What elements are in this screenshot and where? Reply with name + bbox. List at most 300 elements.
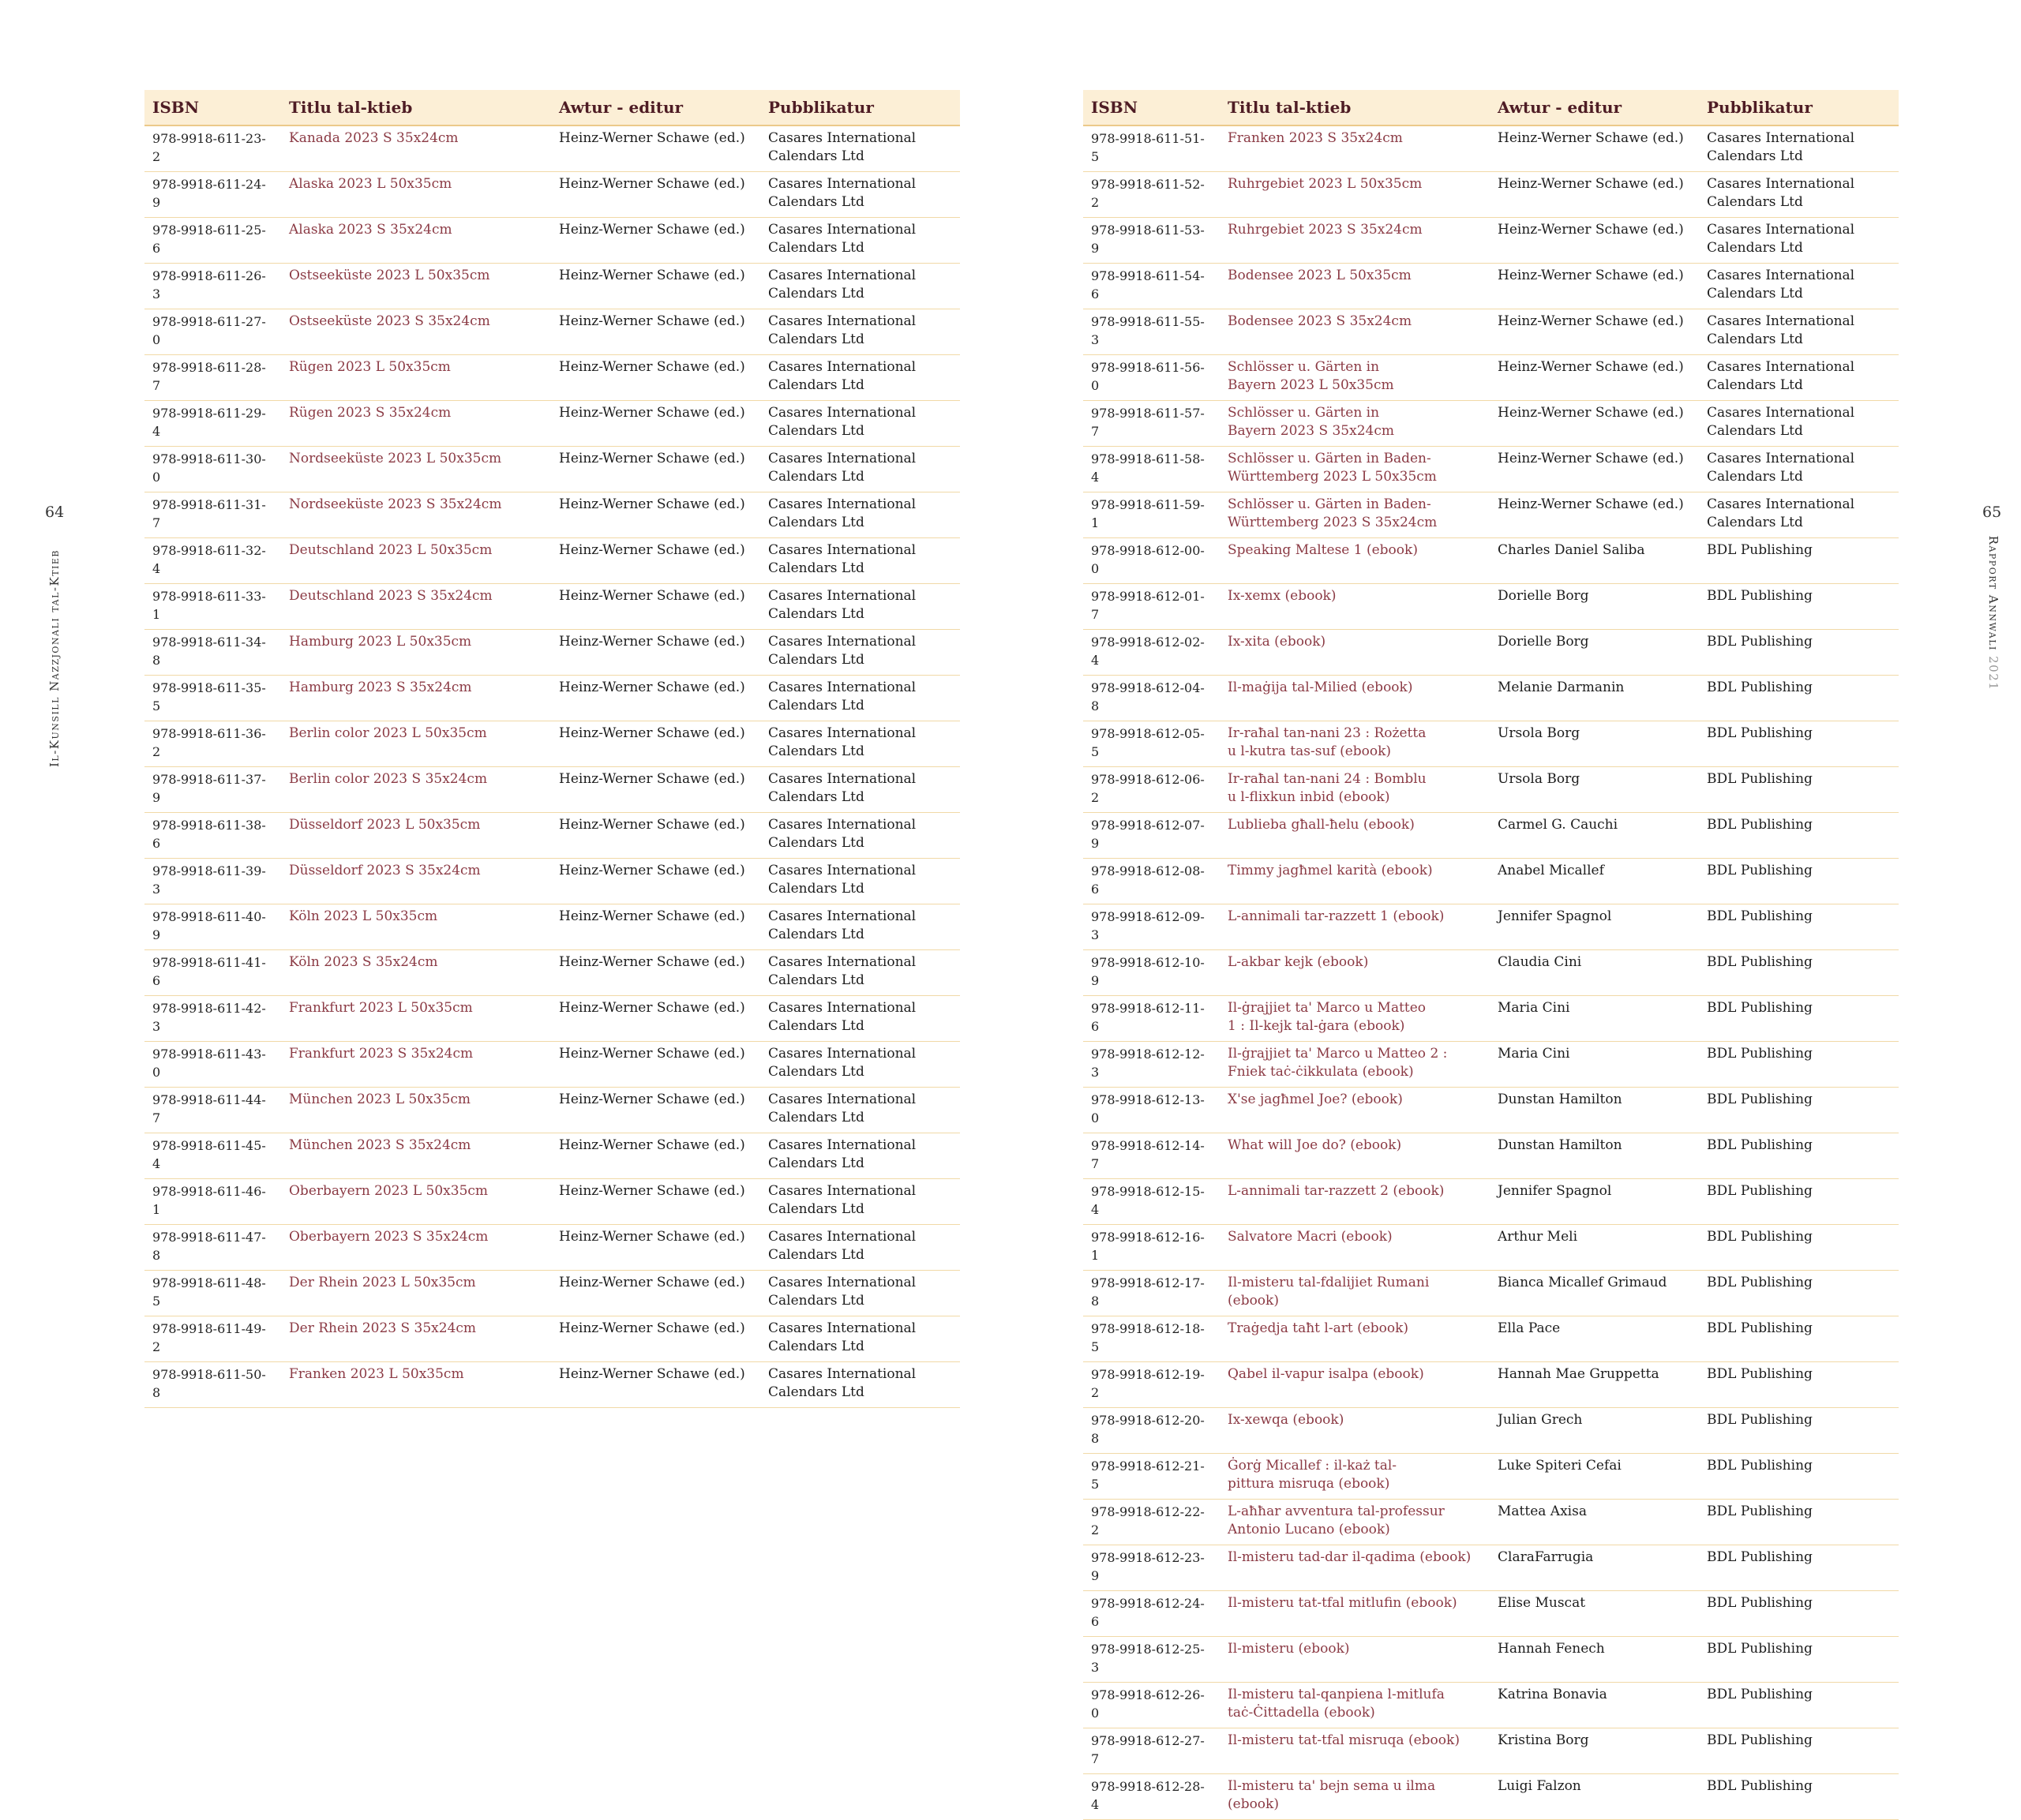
title-cell: Hamburg 2023 L 50x35cm bbox=[281, 630, 551, 676]
author-cell: Bianca Micallef Grimaud bbox=[1490, 1271, 1699, 1316]
isbn-cell: 978-9918-611-58-4 bbox=[1083, 447, 1220, 492]
title-cell: What will Joe do? (ebook) bbox=[1220, 1133, 1490, 1179]
author-cell: Heinz-Werner Schawe (ed.) bbox=[551, 676, 760, 721]
isbn-cell: 978-9918-612-21-5 bbox=[1083, 1454, 1220, 1500]
publisher-cell: Casares International Calendars Ltd bbox=[760, 218, 960, 264]
table-row bbox=[1083, 1500, 1899, 1545]
title-cell: Il-misteru tad-dar il-qadima (ebook) bbox=[1220, 1545, 1490, 1591]
table-row bbox=[1083, 1225, 1899, 1271]
table-body bbox=[1083, 125, 1899, 1820]
title-cell: Oberbayern 2023 S 35x24cm bbox=[281, 1225, 551, 1271]
title-cell: Rügen 2023 S 35x24cm bbox=[281, 401, 551, 447]
publisher-cell: Casares International Calendars Ltd bbox=[760, 1271, 960, 1316]
author-cell: Heinz-Werner Schawe (ed.) bbox=[551, 1362, 760, 1408]
table-row bbox=[144, 264, 960, 309]
title-cell: Schlösser u. Gärten in Bayern 2023 L 50x35cm bbox=[1220, 355, 1490, 401]
table-header-row bbox=[144, 90, 960, 125]
author-cell: Heinz-Werner Schawe (ed.) bbox=[551, 584, 760, 630]
publisher-cell: BDL Publishing bbox=[1699, 950, 1899, 996]
isbn-cell: 978-9918-612-15-4 bbox=[1083, 1179, 1220, 1225]
table-row bbox=[1083, 1591, 1899, 1637]
publisher-cell: Casares International Calendars Ltd bbox=[760, 355, 960, 401]
publisher-cell: Casares International Calendars Ltd bbox=[1699, 172, 1899, 218]
isbn-cell: 978-9918-611-53-9 bbox=[1083, 218, 1220, 264]
table-row bbox=[1083, 1271, 1899, 1316]
author-cell: Maria Cini bbox=[1490, 1042, 1699, 1088]
author-cell: Jennifer Spagnol bbox=[1490, 1179, 1699, 1225]
table-row bbox=[144, 767, 960, 813]
author-cell: Hannah Fenech bbox=[1490, 1637, 1699, 1683]
publisher-cell: BDL Publishing bbox=[1699, 1225, 1899, 1271]
author-cell: Mattea Axisa bbox=[1490, 1500, 1699, 1545]
table-row bbox=[1083, 492, 1899, 538]
author-cell: Charles Daniel Saliba bbox=[1490, 538, 1699, 584]
table-row bbox=[144, 1179, 960, 1225]
table-row bbox=[144, 1088, 960, 1133]
author-cell: Carmel G. Cauchi bbox=[1490, 813, 1699, 859]
table-row bbox=[144, 218, 960, 264]
author-cell: Heinz-Werner Schawe (ed.) bbox=[551, 401, 760, 447]
publisher-cell: Casares International Calendars Ltd bbox=[760, 401, 960, 447]
publisher-cell: BDL Publishing bbox=[1699, 1591, 1899, 1637]
publisher-cell: BDL Publishing bbox=[1699, 1545, 1899, 1591]
publisher-cell: BDL Publishing bbox=[1699, 1179, 1899, 1225]
table-row bbox=[144, 813, 960, 859]
table-row bbox=[1083, 1774, 1899, 1820]
table-row bbox=[1083, 538, 1899, 584]
isbn-cell: 978-9918-611-54-6 bbox=[1083, 264, 1220, 309]
publisher-cell: Casares International Calendars Ltd bbox=[1699, 355, 1899, 401]
table-row bbox=[1083, 996, 1899, 1042]
table-row bbox=[1083, 1683, 1899, 1728]
title-cell: Ix-xita (ebook) bbox=[1220, 630, 1490, 676]
title-cell: Nordseeküste 2023 L 50x35cm bbox=[281, 447, 551, 492]
author-cell: Melanie Darmanin bbox=[1490, 676, 1699, 721]
table-row bbox=[144, 1133, 960, 1179]
author-cell: Ursola Borg bbox=[1490, 767, 1699, 813]
publisher-cell: Casares International Calendars Ltd bbox=[760, 1088, 960, 1133]
table-body bbox=[144, 125, 960, 1408]
author-cell: Luigi Falzon bbox=[1490, 1774, 1699, 1820]
title-cell: Ix-xewqa (ebook) bbox=[1220, 1408, 1490, 1454]
isbn-cell: 978-9918-612-26-0 bbox=[1083, 1683, 1220, 1728]
table-row bbox=[1083, 584, 1899, 630]
title-cell: L-aħħar avventura tal-professur Antonio Lucano (ebook) bbox=[1220, 1500, 1490, 1545]
table-row bbox=[1083, 1545, 1899, 1591]
title-cell: Il-misteru tat-tfal mitlufin (ebook) bbox=[1220, 1591, 1490, 1637]
title-cell: L-annimali tar-razzett 1 (ebook) bbox=[1220, 904, 1490, 950]
publisher-cell: Casares International Calendars Ltd bbox=[760, 859, 960, 904]
publisher-cell: Casares International Calendars Ltd bbox=[760, 721, 960, 767]
isbn-cell: 978-9918-612-05-5 bbox=[1083, 721, 1220, 767]
isbn-cell: 978-9918-612-00-0 bbox=[1083, 538, 1220, 584]
title-cell: Schlösser u. Gärten in Bayern 2023 S 35x24cm bbox=[1220, 401, 1490, 447]
column-header-isbn: ISBN bbox=[1083, 90, 1220, 125]
author-cell: Dorielle Borg bbox=[1490, 630, 1699, 676]
author-cell: Heinz-Werner Schawe (ed.) bbox=[1490, 218, 1699, 264]
publisher-cell: BDL Publishing bbox=[1699, 1316, 1899, 1362]
author-cell: Heinz-Werner Schawe (ed.) bbox=[551, 538, 760, 584]
isbn-cell: 978-9918-612-10-9 bbox=[1083, 950, 1220, 996]
isbn-cell: 978-9918-611-27-0 bbox=[144, 309, 281, 355]
isbn-cell: 978-9918-611-39-3 bbox=[144, 859, 281, 904]
author-cell: Heinz-Werner Schawe (ed.) bbox=[551, 1225, 760, 1271]
title-cell: Ix-xemx (ebook) bbox=[1220, 584, 1490, 630]
publisher-cell: Casares International Calendars Ltd bbox=[760, 950, 960, 996]
table-row bbox=[1083, 859, 1899, 904]
table-row bbox=[144, 355, 960, 401]
isbn-cell: 978-9918-612-08-6 bbox=[1083, 859, 1220, 904]
isbn-cell: 978-9918-612-28-4 bbox=[1083, 1774, 1220, 1820]
publisher-cell: BDL Publishing bbox=[1699, 1088, 1899, 1133]
author-cell: Heinz-Werner Schawe (ed.) bbox=[551, 447, 760, 492]
publisher-cell: Casares International Calendars Ltd bbox=[760, 813, 960, 859]
isbn-cell: 978-9918-611-52-2 bbox=[1083, 172, 1220, 218]
title-cell: Der Rhein 2023 L 50x35cm bbox=[281, 1271, 551, 1316]
title-cell: Schlösser u. Gärten in Baden- Württemberg 2023 L 50x35cm bbox=[1220, 447, 1490, 492]
author-cell: Luke Spiteri Cefai bbox=[1490, 1454, 1699, 1500]
isbn-cell: 978-9918-612-18-5 bbox=[1083, 1316, 1220, 1362]
title-cell: Deutschland 2023 L 50x35cm bbox=[281, 538, 551, 584]
left-page bbox=[0, 0, 1010, 1429]
author-cell: Dunstan Hamilton bbox=[1490, 1133, 1699, 1179]
isbn-cell: 978-9918-611-49-2 bbox=[144, 1316, 281, 1362]
isbn-cell: 978-9918-611-24-9 bbox=[144, 172, 281, 218]
table-row bbox=[1083, 1728, 1899, 1774]
publisher-cell: BDL Publishing bbox=[1699, 813, 1899, 859]
title-cell: L-akbar kejk (ebook) bbox=[1220, 950, 1490, 996]
table-row bbox=[144, 125, 960, 172]
publisher-cell: Casares International Calendars Ltd bbox=[1699, 492, 1899, 538]
title-cell: München 2023 S 35x24cm bbox=[281, 1133, 551, 1179]
publisher-cell: BDL Publishing bbox=[1699, 1271, 1899, 1316]
isbn-cell: 978-9918-612-25-3 bbox=[1083, 1637, 1220, 1683]
author-cell: Heinz-Werner Schawe (ed.) bbox=[1490, 355, 1699, 401]
publisher-cell: Casares International Calendars Ltd bbox=[760, 1225, 960, 1271]
table-row bbox=[1083, 676, 1899, 721]
publisher-cell: BDL Publishing bbox=[1699, 1042, 1899, 1088]
publisher-cell: Casares International Calendars Ltd bbox=[760, 125, 960, 172]
publisher-cell: Casares International Calendars Ltd bbox=[760, 1179, 960, 1225]
table-row bbox=[1083, 1133, 1899, 1179]
isbn-cell: 978-9918-611-37-9 bbox=[144, 767, 281, 813]
isbn-cell: 978-9918-612-16-1 bbox=[1083, 1225, 1220, 1271]
isbn-cell: 978-9918-611-23-2 bbox=[144, 125, 281, 172]
author-cell: Elise Muscat bbox=[1490, 1591, 1699, 1637]
publisher-cell: Casares International Calendars Ltd bbox=[760, 1362, 960, 1408]
author-cell: Heinz-Werner Schawe (ed.) bbox=[551, 950, 760, 996]
publisher-cell: Casares International Calendars Ltd bbox=[1699, 401, 1899, 447]
author-cell: Heinz-Werner Schawe (ed.) bbox=[1490, 309, 1699, 355]
title-cell: Deutschland 2023 S 35x24cm bbox=[281, 584, 551, 630]
title-cell: Kanada 2023 S 35x24cm bbox=[281, 125, 551, 172]
title-cell: Alaska 2023 S 35x24cm bbox=[281, 218, 551, 264]
table-row bbox=[1083, 355, 1899, 401]
author-cell: Heinz-Werner Schawe (ed.) bbox=[551, 721, 760, 767]
isbn-cell: 978-9918-612-09-3 bbox=[1083, 904, 1220, 950]
table-row bbox=[1083, 1454, 1899, 1500]
title-cell: Alaska 2023 L 50x35cm bbox=[281, 172, 551, 218]
publisher-cell: Casares International Calendars Ltd bbox=[760, 172, 960, 218]
column-header-publisher: Pubblikatur bbox=[760, 90, 960, 125]
publisher-cell: Casares International Calendars Ltd bbox=[760, 904, 960, 950]
author-cell: Kristina Borg bbox=[1490, 1728, 1699, 1774]
right-page bbox=[1010, 0, 2021, 1812]
table-row bbox=[1083, 218, 1899, 264]
table-row bbox=[1083, 309, 1899, 355]
title-cell: Il-misteru tal-fdalijiet Rumani (ebook) bbox=[1220, 1271, 1490, 1316]
table-row bbox=[1083, 172, 1899, 218]
isbn-cell: 978-9918-611-48-5 bbox=[144, 1271, 281, 1316]
author-cell: Heinz-Werner Schawe (ed.) bbox=[1490, 447, 1699, 492]
publisher-cell: BDL Publishing bbox=[1699, 1408, 1899, 1454]
title-cell: Frankfurt 2023 S 35x24cm bbox=[281, 1042, 551, 1088]
publisher-cell: BDL Publishing bbox=[1699, 1683, 1899, 1728]
author-cell: Heinz-Werner Schawe (ed.) bbox=[551, 125, 760, 172]
title-cell: Oberbayern 2023 L 50x35cm bbox=[281, 1179, 551, 1225]
isbn-cell: 978-9918-611-55-3 bbox=[1083, 309, 1220, 355]
isbn-cell: 978-9918-612-13-0 bbox=[1083, 1088, 1220, 1133]
author-cell: Heinz-Werner Schawe (ed.) bbox=[551, 309, 760, 355]
title-cell: Speaking Maltese 1 (ebook) bbox=[1220, 538, 1490, 584]
title-cell: L-annimali tar-razzett 2 (ebook) bbox=[1220, 1179, 1490, 1225]
publisher-cell: BDL Publishing bbox=[1699, 1362, 1899, 1408]
title-cell: Ir-raħal tan-nani 23 : Rożetta u l-kutra tas-suf (ebook) bbox=[1220, 721, 1490, 767]
publisher-cell: Casares International Calendars Ltd bbox=[1699, 218, 1899, 264]
isbn-cell: 978-9918-611-38-6 bbox=[144, 813, 281, 859]
publisher-cell: Casares International Calendars Ltd bbox=[760, 309, 960, 355]
table-row bbox=[1083, 1637, 1899, 1683]
table-row bbox=[144, 492, 960, 538]
table-row bbox=[1083, 813, 1899, 859]
publisher-cell: BDL Publishing bbox=[1699, 996, 1899, 1042]
table-row bbox=[144, 1042, 960, 1088]
title-cell: Lublieba għall-ħelu (ebook) bbox=[1220, 813, 1490, 859]
table-row bbox=[1083, 447, 1899, 492]
table-row bbox=[144, 904, 960, 950]
isbn-cell: 978-9918-611-47-8 bbox=[144, 1225, 281, 1271]
isbn-cell: 978-9918-612-17-8 bbox=[1083, 1271, 1220, 1316]
publisher-cell: Casares International Calendars Ltd bbox=[1699, 125, 1899, 172]
table-row bbox=[144, 1316, 960, 1362]
table-row bbox=[144, 172, 960, 218]
publisher-cell: Casares International Calendars Ltd bbox=[760, 1133, 960, 1179]
table-row bbox=[1083, 1042, 1899, 1088]
author-cell: Heinz-Werner Schawe (ed.) bbox=[551, 355, 760, 401]
table-row bbox=[144, 996, 960, 1042]
table-row bbox=[144, 950, 960, 996]
table-row bbox=[144, 538, 960, 584]
table-row bbox=[1083, 1316, 1899, 1362]
isbn-cell: 978-9918-612-24-6 bbox=[1083, 1591, 1220, 1637]
table-row bbox=[144, 859, 960, 904]
isbn-cell: 978-9918-611-57-7 bbox=[1083, 401, 1220, 447]
table-row bbox=[1083, 630, 1899, 676]
table-row bbox=[1083, 721, 1899, 767]
publisher-cell: Casares International Calendars Ltd bbox=[760, 676, 960, 721]
page-number: 65 bbox=[1982, 504, 2002, 521]
publisher-cell: BDL Publishing bbox=[1699, 630, 1899, 676]
isbn-cell: 978-9918-612-20-8 bbox=[1083, 1408, 1220, 1454]
table-row bbox=[144, 676, 960, 721]
title-cell: Hamburg 2023 S 35x24cm bbox=[281, 676, 551, 721]
title-cell: Berlin color 2023 L 50x35cm bbox=[281, 721, 551, 767]
title-cell: Il-ġrajjiet ta' Marco u Matteo 2 : Fniek taċ-ċikkulata (ebook) bbox=[1220, 1042, 1490, 1088]
publisher-cell: BDL Publishing bbox=[1699, 904, 1899, 950]
author-cell: Heinz-Werner Schawe (ed.) bbox=[551, 813, 760, 859]
author-cell: Heinz-Werner Schawe (ed.) bbox=[551, 630, 760, 676]
running-head bbox=[1986, 536, 2000, 691]
table-row bbox=[1083, 401, 1899, 447]
isbn-cell: 978-9918-611-46-1 bbox=[144, 1179, 281, 1225]
author-cell: Heinz-Werner Schawe (ed.) bbox=[1490, 401, 1699, 447]
isbn-cell: 978-9918-612-11-6 bbox=[1083, 996, 1220, 1042]
isbn-table bbox=[1083, 90, 1899, 1820]
table-row bbox=[1083, 904, 1899, 950]
title-cell: Ostseeküste 2023 L 50x35cm bbox=[281, 264, 551, 309]
isbn-cell: 978-9918-612-23-9 bbox=[1083, 1545, 1220, 1591]
author-cell: Heinz-Werner Schawe (ed.) bbox=[551, 264, 760, 309]
column-header-isbn: ISBN bbox=[144, 90, 281, 125]
isbn-cell: 978-9918-611-26-3 bbox=[144, 264, 281, 309]
title-cell: Ir-raħal tan-nani 24 : Bomblu u l-flixkun inbid (ebook) bbox=[1220, 767, 1490, 813]
publisher-cell: Casares International Calendars Ltd bbox=[760, 584, 960, 630]
table-row bbox=[144, 309, 960, 355]
publisher-cell: BDL Publishing bbox=[1699, 1728, 1899, 1774]
table-row bbox=[1083, 1179, 1899, 1225]
title-cell: Franken 2023 L 50x35cm bbox=[281, 1362, 551, 1408]
table-header-row bbox=[1083, 90, 1899, 125]
column-header-author: Awtur - editur bbox=[551, 90, 760, 125]
title-cell: Il-misteru tat-tfal misruqa (ebook) bbox=[1220, 1728, 1490, 1774]
author-cell: Heinz-Werner Schawe (ed.) bbox=[551, 492, 760, 538]
author-cell: Heinz-Werner Schawe (ed.) bbox=[551, 996, 760, 1042]
isbn-cell: 978-9918-612-02-4 bbox=[1083, 630, 1220, 676]
title-cell: Traġedja taħt l-art (ebook) bbox=[1220, 1316, 1490, 1362]
isbn-cell: 978-9918-611-56-0 bbox=[1083, 355, 1220, 401]
title-cell: Düsseldorf 2023 S 35x24cm bbox=[281, 859, 551, 904]
page-number: 64 bbox=[45, 504, 65, 521]
isbn-table bbox=[144, 90, 960, 1408]
isbn-cell: 978-9918-611-33-1 bbox=[144, 584, 281, 630]
title-cell: Franken 2023 S 35x24cm bbox=[1220, 125, 1490, 172]
publisher-cell: BDL Publishing bbox=[1699, 1500, 1899, 1545]
author-cell: Dorielle Borg bbox=[1490, 584, 1699, 630]
title-cell: Berlin color 2023 S 35x24cm bbox=[281, 767, 551, 813]
author-cell: Heinz-Werner Schawe (ed.) bbox=[1490, 492, 1699, 538]
title-cell: Der Rhein 2023 S 35x24cm bbox=[281, 1316, 551, 1362]
publisher-cell: BDL Publishing bbox=[1699, 721, 1899, 767]
isbn-cell: 978-9918-612-07-9 bbox=[1083, 813, 1220, 859]
title-cell: X'se jagħmel Joe? (ebook) bbox=[1220, 1088, 1490, 1133]
title-cell: München 2023 L 50x35cm bbox=[281, 1088, 551, 1133]
table-row bbox=[1083, 264, 1899, 309]
title-cell: Köln 2023 L 50x35cm bbox=[281, 904, 551, 950]
author-cell: Heinz-Werner Schawe (ed.) bbox=[551, 218, 760, 264]
title-cell: Ġorġ Micallef : il-każ tal- pittura misruqa (ebook) bbox=[1220, 1454, 1490, 1500]
table-row bbox=[144, 401, 960, 447]
isbn-cell: 978-9918-611-41-6 bbox=[144, 950, 281, 996]
isbn-cell: 978-9918-611-43-0 bbox=[144, 1042, 281, 1088]
column-header-title: Titlu tal-ktieb bbox=[1220, 90, 1490, 125]
isbn-cell: 978-9918-612-22-2 bbox=[1083, 1500, 1220, 1545]
table-row bbox=[1083, 950, 1899, 996]
author-cell: Heinz-Werner Schawe (ed.) bbox=[1490, 264, 1699, 309]
column-header-publisher: Pubblikatur bbox=[1699, 90, 1899, 125]
table-row bbox=[1083, 1362, 1899, 1408]
isbn-cell: 978-9918-612-01-7 bbox=[1083, 584, 1220, 630]
table-row bbox=[144, 1225, 960, 1271]
author-cell: Ella Pace bbox=[1490, 1316, 1699, 1362]
isbn-cell: 978-9918-611-29-4 bbox=[144, 401, 281, 447]
publisher-cell: Casares International Calendars Ltd bbox=[1699, 447, 1899, 492]
table-row bbox=[144, 1271, 960, 1316]
publisher-cell: Casares International Calendars Ltd bbox=[760, 767, 960, 813]
title-cell: Rügen 2023 L 50x35cm bbox=[281, 355, 551, 401]
author-cell: Claudia Cini bbox=[1490, 950, 1699, 996]
author-cell: Heinz-Werner Schawe (ed.) bbox=[551, 1316, 760, 1362]
publisher-cell: BDL Publishing bbox=[1699, 1454, 1899, 1500]
running-head-title: Rapport Annwali bbox=[1986, 535, 2000, 651]
isbn-cell: 978-9918-611-35-5 bbox=[144, 676, 281, 721]
isbn-cell: 978-9918-611-30-0 bbox=[144, 447, 281, 492]
author-cell: Ursola Borg bbox=[1490, 721, 1699, 767]
title-cell: Düsseldorf 2023 L 50x35cm bbox=[281, 813, 551, 859]
publisher-cell: Casares International Calendars Ltd bbox=[760, 264, 960, 309]
author-cell: Dunstan Hamilton bbox=[1490, 1088, 1699, 1133]
isbn-cell: 978-9918-611-34-8 bbox=[144, 630, 281, 676]
publisher-cell: Casares International Calendars Ltd bbox=[760, 996, 960, 1042]
publisher-cell: Casares International Calendars Ltd bbox=[760, 630, 960, 676]
publisher-cell: Casares International Calendars Ltd bbox=[760, 538, 960, 584]
title-cell: Ostseeküste 2023 S 35x24cm bbox=[281, 309, 551, 355]
isbn-cell: 978-9918-611-44-7 bbox=[144, 1088, 281, 1133]
publisher-cell: BDL Publishing bbox=[1699, 859, 1899, 904]
isbn-cell: 978-9918-611-59-1 bbox=[1083, 492, 1220, 538]
publisher-cell: Casares International Calendars Ltd bbox=[1699, 309, 1899, 355]
publisher-cell: BDL Publishing bbox=[1699, 584, 1899, 630]
isbn-cell: 978-9918-611-40-9 bbox=[144, 904, 281, 950]
title-cell: Salvatore Macri (ebook) bbox=[1220, 1225, 1490, 1271]
title-cell: Ruhrgebiet 2023 S 35x24cm bbox=[1220, 218, 1490, 264]
publisher-cell: BDL Publishing bbox=[1699, 767, 1899, 813]
running-head-year: 2021 bbox=[1986, 656, 2000, 691]
author-cell: Julian Grech bbox=[1490, 1408, 1699, 1454]
isbn-cell: 978-9918-611-36-2 bbox=[144, 721, 281, 767]
title-cell: Köln 2023 S 35x24cm bbox=[281, 950, 551, 996]
author-cell: Anabel Micallef bbox=[1490, 859, 1699, 904]
table-row bbox=[1083, 125, 1899, 172]
title-cell: Il-misteru tal-qanpiena l-mitlufa taċ-Ċittadella (ebook) bbox=[1220, 1683, 1490, 1728]
isbn-cell: 978-9918-611-50-8 bbox=[144, 1362, 281, 1408]
isbn-cell: 978-9918-612-19-2 bbox=[1083, 1362, 1220, 1408]
author-cell: Heinz-Werner Schawe (ed.) bbox=[551, 1088, 760, 1133]
isbn-cell: 978-9918-612-12-3 bbox=[1083, 1042, 1220, 1088]
isbn-cell: 978-9918-611-51-5 bbox=[1083, 125, 1220, 172]
isbn-cell: 978-9918-612-27-7 bbox=[1083, 1728, 1220, 1774]
author-cell: Heinz-Werner Schawe (ed.) bbox=[551, 1271, 760, 1316]
author-cell: Heinz-Werner Schawe (ed.) bbox=[1490, 125, 1699, 172]
column-header-author: Awtur - editur bbox=[1490, 90, 1699, 125]
author-cell: Jennifer Spagnol bbox=[1490, 904, 1699, 950]
title-cell: Bodensee 2023 S 35x24cm bbox=[1220, 309, 1490, 355]
title-cell: Il-misteru ta' bejn sema u ilma (ebook) bbox=[1220, 1774, 1490, 1820]
author-cell: Arthur Meli bbox=[1490, 1225, 1699, 1271]
author-cell: Heinz-Werner Schawe (ed.) bbox=[551, 1179, 760, 1225]
title-cell: Qabel il-vapur isalpa (ebook) bbox=[1220, 1362, 1490, 1408]
table-row bbox=[1083, 1408, 1899, 1454]
publisher-cell: BDL Publishing bbox=[1699, 1637, 1899, 1683]
